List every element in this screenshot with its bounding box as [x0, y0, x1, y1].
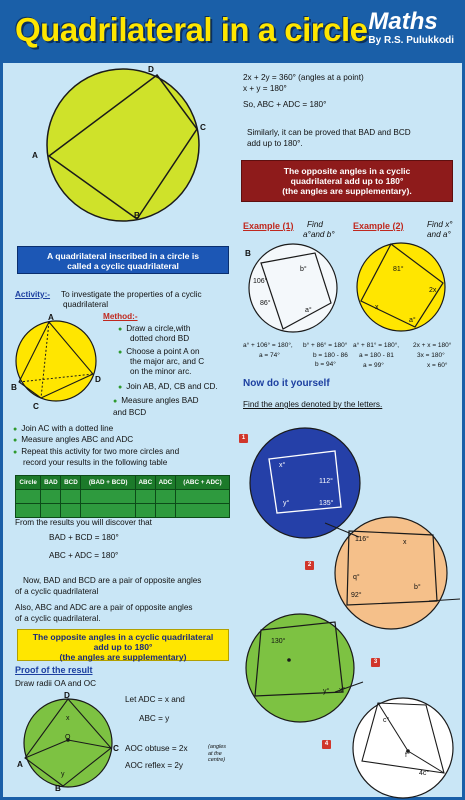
example-1-find-1: Find: [307, 220, 323, 229]
example-2-sol-1: a° + 81° = 180°,: [353, 342, 400, 349]
proof-top-line-1: 2x + 2y = 360° (angles at a point): [243, 73, 364, 82]
ex4-angle-f: f°: [405, 752, 410, 759]
step-5: ● Join AC with a dotted line: [13, 424, 113, 435]
red-box-line-2: quadrilateral add up to 180°: [290, 176, 404, 186]
proof-label-d: D: [64, 691, 70, 700]
proof-top-line-4: Similarly, it can be proved that BAD and BCD: [247, 128, 411, 137]
brand-block: [368, 9, 454, 46]
proof-label-b: B: [55, 784, 61, 793]
example-2-angle-81: 81°: [393, 266, 404, 273]
step-7b: record your results in the following table: [23, 458, 168, 467]
yellow-box-line-2: add up to 180°: [93, 642, 153, 652]
proof-top-line-5: add up to 180°.: [247, 139, 303, 148]
results-line-3: ABC + ADC = 180°: [49, 551, 119, 560]
proof-figure: [13, 688, 123, 798]
table-header: (ABC + ADC): [175, 476, 229, 490]
fig1-label-b: B: [134, 211, 140, 220]
example-1-figure: [243, 241, 353, 336]
ex1-angle-135: 135°: [319, 500, 334, 507]
ex2-angle-116: 116°: [355, 536, 369, 543]
example-2-sol-3: a = 99°: [363, 362, 384, 369]
do-it-title: Now do it yourself: [243, 378, 330, 389]
yellow-box-line-1: The opposite angles in a cyclic quadrilateral: [32, 632, 214, 642]
step-4: ● Measure angles BAD: [113, 396, 199, 407]
ex2-angle-b: b°: [414, 584, 421, 591]
example-1-angle-b: b°: [300, 266, 307, 273]
results-line-4: Now, BAD and BCD are a pair of opposite angles: [23, 576, 202, 585]
example-2-sol-4: 2x + x = 180°: [413, 342, 452, 349]
method-label: Method:-: [103, 312, 138, 321]
example-2-find-1: Find x°: [427, 220, 453, 229]
activity-text-1: To investigate the properties of a cyclic: [61, 290, 202, 299]
example-1-find-2: a°and b°: [303, 230, 335, 239]
step-3: ● Join AB, AD, CB and CD.: [118, 382, 218, 393]
step-2b: the major arc, and C: [130, 357, 205, 366]
table-header: Circle: [16, 476, 41, 490]
red-box-line-3: (the angles are supplementary).: [282, 186, 412, 196]
example-2-find-2: and a°: [427, 230, 451, 239]
exercise-2-badge: 2: [305, 561, 314, 570]
results-line-6: Also, ABC and ADC are a pair of opposite angles: [15, 603, 193, 612]
ex3-angle-y: y°: [323, 688, 330, 695]
example-1-angle-a: a°: [305, 307, 312, 314]
table-header-row: [16, 476, 230, 490]
example-2-label: Example (2): [353, 221, 404, 231]
proof-top-line-2: x + y = 180°: [243, 84, 287, 93]
activity-text-2: quadrilateral: [63, 300, 109, 309]
proof-label-a: A: [17, 760, 23, 769]
header-banner: [3, 3, 465, 63]
ex2-angle-x: x: [403, 539, 407, 546]
example-2-angle-2x: 2x: [429, 287, 437, 294]
fig1-label-c: C: [200, 123, 206, 132]
ex2-angle-92: 92°: [351, 592, 362, 599]
proof-line-5: AOC reflex = 2y: [125, 761, 184, 770]
activity-label-c: C: [33, 402, 39, 411]
activity-label-a: A: [48, 313, 54, 322]
example-1-angle-106: 106°: [253, 278, 268, 285]
yellow-box-line-3: (the angles are supplementary): [59, 652, 187, 662]
results-line-5: of a cyclic quadrilateral: [15, 587, 99, 596]
example-2-sol-6: x = 60°: [427, 362, 448, 369]
poster-title: Quadrilateral in a circle: [15, 11, 368, 48]
ex4-angle-4c: 4c°: [419, 770, 430, 777]
proof-line-2: Let ADC = x and: [125, 695, 185, 704]
table-header: ADC: [155, 476, 175, 490]
example-2-angle-x: x: [375, 304, 379, 311]
example-2-sol-5: 3x = 180°: [417, 352, 445, 359]
ex1-angle-y: y°: [283, 500, 290, 507]
proof-note-3: centre): [208, 757, 226, 763]
red-box-line-1: The opposite angles in a cyclic: [283, 166, 411, 176]
table-row: [16, 490, 230, 504]
step-1b: dotted chord BD: [130, 334, 190, 343]
ex3-angle-x: x°: [339, 687, 346, 694]
results-line-7: of a cyclic quadrilateral.: [15, 614, 101, 623]
activity-label: Activity:-: [15, 290, 51, 299]
proof-title: Proof of the result: [15, 665, 93, 675]
results-line-2: BAD + BCD = 180°: [49, 533, 119, 542]
ex2-angle-q: q°: [353, 574, 360, 581]
exercise-1-badge: 1: [239, 434, 248, 443]
fig1-label-d: D: [148, 65, 154, 74]
ex4-angle-c: c°: [383, 717, 390, 724]
red-rule-box: [241, 160, 453, 202]
author-name: By R.S. Pulukkodi: [368, 35, 454, 46]
proof-line-1: Draw radii OA and OC: [15, 679, 96, 688]
example-1-sol-5: b = 94°: [315, 361, 336, 368]
table-header: BAD: [41, 476, 61, 490]
step-2: ● Choose a point A on: [118, 347, 200, 358]
proof-label-y: y: [61, 771, 65, 778]
table-header: (BAD + BCD): [81, 476, 135, 490]
table-row: [16, 504, 230, 518]
step-1: ● Draw a circle,with: [118, 324, 190, 335]
figure-cyclic-quad: [13, 63, 243, 233]
step-4b: and BCD: [113, 408, 147, 417]
do-it-subtitle: Find the angles denoted by the letters.: [243, 400, 383, 409]
definition-line-1: A quadrilateral inscribed in a circle is: [46, 251, 200, 261]
example-1-angle-86: 86°: [260, 300, 271, 307]
example-1-sol-4: b = 180 - 86: [313, 352, 348, 359]
example-2-figure: [353, 241, 453, 341]
fig1-label-a: A: [32, 151, 38, 160]
definition-line-2: called a cyclic quadrilateral: [67, 261, 179, 271]
exercise-4-badge: 4: [322, 740, 331, 749]
results-table: [15, 475, 230, 518]
proof-top-line-3: So, ABC + ADC = 180°: [243, 100, 327, 109]
example-2-sol-2: a = 180 - 81: [359, 352, 394, 359]
exercise-4-figure: [348, 693, 458, 800]
yellow-rule-box: [17, 629, 229, 661]
results-line-1: From the results you will discover that: [15, 518, 152, 527]
proof-line-3: ABC = y: [139, 714, 170, 723]
step-2c: on the minor arc.: [130, 367, 192, 376]
brand-name: Maths: [368, 8, 438, 35]
exercise-3-badge: 3: [371, 658, 380, 667]
example-1-label-b: B: [245, 249, 251, 258]
step-7: ● Repeat this activity for two more circles and: [13, 447, 179, 458]
proof-label-o: O: [65, 734, 71, 741]
table-header: BCD: [61, 476, 81, 490]
ex1-angle-x: x°: [279, 462, 286, 469]
example-1-sol-3: b° + 86° = 180°: [303, 342, 348, 349]
definition-box: [17, 246, 229, 274]
proof-note-1: (angles: [208, 744, 227, 750]
proof-note: [208, 744, 226, 764]
activity-figure: [11, 316, 111, 416]
example-1-sol-2: a = 74°: [259, 352, 280, 359]
example-2-angle-a: a°: [409, 317, 416, 324]
example-1-sol-1: a° + 106° = 180°,: [243, 342, 293, 349]
table-header: ABC: [135, 476, 155, 490]
proof-line-4: AOC obtuse = 2x: [125, 744, 188, 753]
ex3-angle-130: 130°: [271, 638, 286, 645]
exercise-3-figure: [245, 608, 365, 728]
activity-label-b: B: [11, 383, 17, 392]
proof-label-c: C: [113, 744, 119, 753]
proof-label-x: x: [66, 715, 70, 722]
ex1-angle-112: 112°: [319, 478, 333, 485]
activity-label-d: D: [95, 375, 101, 384]
proof-note-2: at the: [208, 750, 222, 757]
example-1-label: Example (1): [243, 221, 294, 231]
step-6: ● Measure angles ABC and ADC: [13, 435, 133, 446]
